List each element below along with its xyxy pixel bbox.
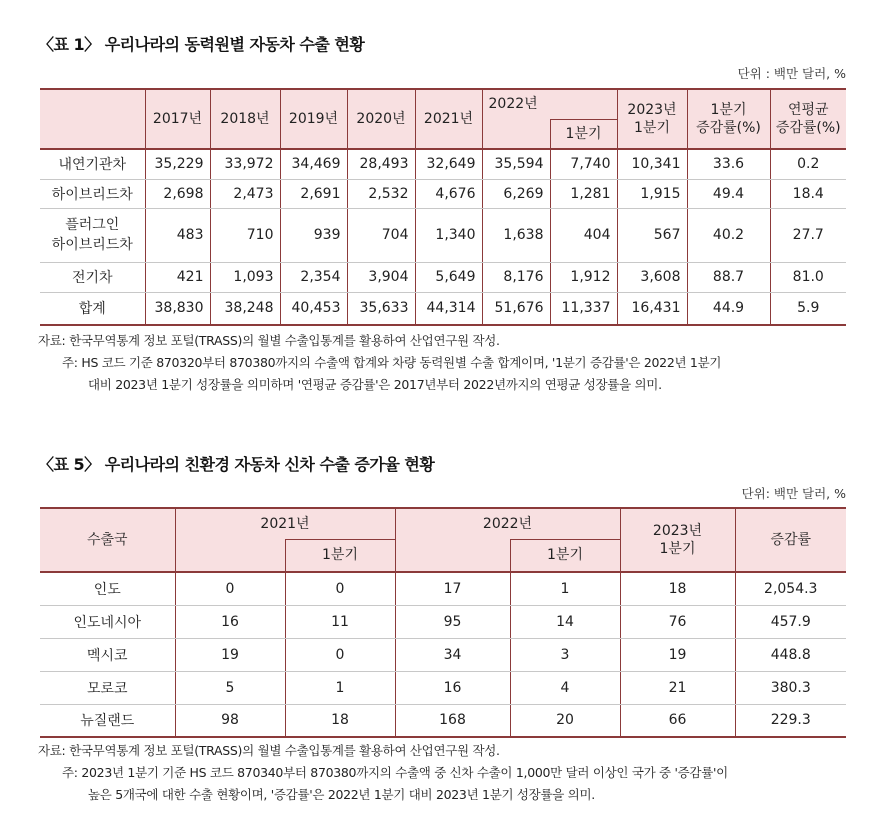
table-cell: 51,676 — [482, 292, 550, 325]
table-cell: 1,281 — [550, 179, 617, 208]
table-cell: 404 — [550, 208, 617, 262]
table1-note-1: 주: HS 코드 기준 870320부터 870380까지의 수출액 합계와 차량 동력원별 수출 합계이며, '1분기 증감률'은 2022년 1분기 — [62, 355, 722, 370]
table-row — [40, 262, 846, 292]
table-cell: 5.9 — [770, 292, 846, 325]
row-label: 하이브리드차 — [40, 179, 145, 208]
row-label: 모로코 — [40, 671, 175, 704]
table-cell: 1 — [285, 671, 395, 704]
table-cell: 0 — [285, 572, 395, 605]
table-cell: 33,972 — [210, 149, 280, 179]
table-cell: 483 — [145, 208, 210, 262]
table5-notes — [38, 740, 858, 806]
row-label: 뉴질랜드 — [40, 704, 175, 737]
table-cell: 38,248 — [210, 292, 280, 325]
table-cell: 8,176 — [482, 262, 550, 292]
table1-powertrain-exports — [40, 88, 846, 326]
table-cell: 81.0 — [770, 262, 846, 292]
table-cell: 1,093 — [210, 262, 280, 292]
table-cell: 95 — [395, 605, 510, 638]
table-cell: 6,269 — [482, 179, 550, 208]
table-cell: 88.7 — [687, 262, 770, 292]
row-label: 멕시코 — [40, 638, 175, 671]
table-row — [40, 605, 846, 638]
table-cell: 44,314 — [415, 292, 482, 325]
table-row — [40, 149, 846, 179]
table-cell: 567 — [617, 208, 687, 262]
header-blank — [40, 89, 145, 149]
table-cell: 19 — [620, 638, 735, 671]
table1-source: 자료: 한국무역통계 정보 포털(TRASS)의 월별 수출입통계를 활용하여 산업연구원 작성. — [38, 333, 500, 348]
table-cell: 34,469 — [280, 149, 347, 179]
table-cell: 34 — [395, 638, 510, 671]
table-row — [40, 292, 846, 325]
header-2023q1: 2023년 1분기 — [620, 508, 735, 572]
table-cell: 5 — [175, 671, 285, 704]
header-2017: 2017년 — [145, 89, 210, 149]
row-label: 전기차 — [40, 262, 145, 292]
table-cell: 1,912 — [550, 262, 617, 292]
table-cell: 939 — [280, 208, 347, 262]
table-cell: 40,453 — [280, 292, 347, 325]
table-cell: 2,532 — [347, 179, 415, 208]
table-cell: 18.4 — [770, 179, 846, 208]
table-cell: 168 — [395, 704, 510, 737]
row-label: 합계 — [40, 292, 145, 325]
table-cell: 66 — [620, 704, 735, 737]
table1-title: 〈표 1〉 우리나라의 동력원별 자동차 수출 현황 — [38, 35, 365, 54]
table-cell: 35,633 — [347, 292, 415, 325]
table5-unit: 단위: 백만 달러, % — [741, 486, 846, 501]
table-cell: 27.7 — [770, 208, 846, 262]
table-cell: 11,337 — [550, 292, 617, 325]
table-cell: 38,830 — [145, 292, 210, 325]
table-row — [40, 572, 846, 605]
table5-note-2: 높은 5개국에 대한 수출 현황이며, '증감률'은 2022년 1분기 대비 2023년 1분기 성장률을 의미. — [88, 787, 595, 802]
table-cell: 457.9 — [735, 605, 846, 638]
table-cell: 76 — [620, 605, 735, 638]
header-2021: 2021년 — [415, 89, 482, 149]
table-cell: 44.9 — [687, 292, 770, 325]
table-cell: 21 — [620, 671, 735, 704]
table-cell: 16 — [175, 605, 285, 638]
table-cell: 4,676 — [415, 179, 482, 208]
table-cell: 1,340 — [415, 208, 482, 262]
table-row — [40, 638, 846, 671]
table-cell: 3 — [510, 638, 620, 671]
table-cell: 16 — [395, 671, 510, 704]
table5-eco-vehicle-exports — [40, 507, 846, 738]
table-cell: 35,594 — [482, 149, 550, 179]
header-cagr: 연평균 증감률(%) — [770, 89, 846, 149]
header-2022-q1: 1분기 — [510, 539, 620, 572]
header-growth: 증감률 — [735, 508, 846, 572]
header-2023q1: 2023년 1분기 — [617, 89, 687, 149]
table-cell: 0 — [285, 638, 395, 671]
table-cell: 16,431 — [617, 292, 687, 325]
table-cell: 98 — [175, 704, 285, 737]
table-cell: 28,493 — [347, 149, 415, 179]
table-cell: 18 — [620, 572, 735, 605]
table-row — [40, 179, 846, 208]
table-cell: 5,649 — [415, 262, 482, 292]
table-cell: 3,608 — [617, 262, 687, 292]
table-cell: 35,229 — [145, 149, 210, 179]
header-country: 수출국 — [40, 508, 175, 572]
table-cell: 421 — [145, 262, 210, 292]
table-cell: 18 — [285, 704, 395, 737]
table-row — [40, 208, 846, 262]
table-cell: 49.4 — [687, 179, 770, 208]
table-cell: 2,054.3 — [735, 572, 846, 605]
row-label: 인도 — [40, 572, 175, 605]
header-q1-growth: 1분기 증감률(%) — [687, 89, 770, 149]
table-cell: 33.6 — [687, 149, 770, 179]
table-cell: 11 — [285, 605, 395, 638]
table-cell: 14 — [510, 605, 620, 638]
table-cell: 20 — [510, 704, 620, 737]
table-cell: 380.3 — [735, 671, 846, 704]
header-2022: 2022년 — [482, 89, 617, 119]
table-cell: 7,740 — [550, 149, 617, 179]
table5-title: 〈표 5〉 우리나라의 친환경 자동차 신차 수출 증가율 현황 — [38, 455, 435, 474]
table5-note-1: 주: 2023년 1분기 기준 HS 코드 870340부터 870380까지의 수출액 중 신차 수출이 1,000만 달러 이상인 국가 중 '증감률'이 — [62, 765, 728, 780]
table-cell: 448.8 — [735, 638, 846, 671]
row-label: 플러그인 하이브리드차 — [40, 208, 145, 262]
table1-unit: 단위 : 백만 달러, % — [737, 66, 846, 81]
table-row — [40, 704, 846, 737]
table-cell: 40.2 — [687, 208, 770, 262]
row-label: 내연기관차 — [40, 149, 145, 179]
table-cell: 710 — [210, 208, 280, 262]
header-2020: 2020년 — [347, 89, 415, 149]
table-cell: 2,691 — [280, 179, 347, 208]
table-cell: 19 — [175, 638, 285, 671]
table-cell: 1,915 — [617, 179, 687, 208]
table1-note-2: 대비 2023년 1분기 성장률을 의미하며 '연평균 증감률'은 2017년부터 2022년까지의 연평균 성장률을 의미. — [88, 377, 662, 392]
table-cell: 32,649 — [415, 149, 482, 179]
table-cell: 2,698 — [145, 179, 210, 208]
table-cell: 704 — [347, 208, 415, 262]
table-cell: 1,638 — [482, 208, 550, 262]
header-2018: 2018년 — [210, 89, 280, 149]
header-2022: 2022년 — [395, 508, 620, 539]
table-cell: 17 — [395, 572, 510, 605]
table-row — [40, 671, 846, 704]
header-2021: 2021년 — [175, 508, 395, 539]
table-cell: 2,473 — [210, 179, 280, 208]
row-label: 인도네시아 — [40, 605, 175, 638]
table1-notes — [38, 330, 858, 396]
table-cell: 1 — [510, 572, 620, 605]
table-cell: 4 — [510, 671, 620, 704]
table-cell: 0 — [175, 572, 285, 605]
table-cell: 10,341 — [617, 149, 687, 179]
header-2021-q1: 1분기 — [285, 539, 395, 572]
table-cell: 3,904 — [347, 262, 415, 292]
header-2019: 2019년 — [280, 89, 347, 149]
header-2022-q1: 1분기 — [550, 119, 617, 149]
table-cell: 229.3 — [735, 704, 846, 737]
table-cell: 2,354 — [280, 262, 347, 292]
table5-source: 자료: 한국무역통계 정보 포털(TRASS)의 월별 수출입통계를 활용하여 산업연구원 작성. — [38, 743, 500, 758]
table-cell: 0.2 — [770, 149, 846, 179]
